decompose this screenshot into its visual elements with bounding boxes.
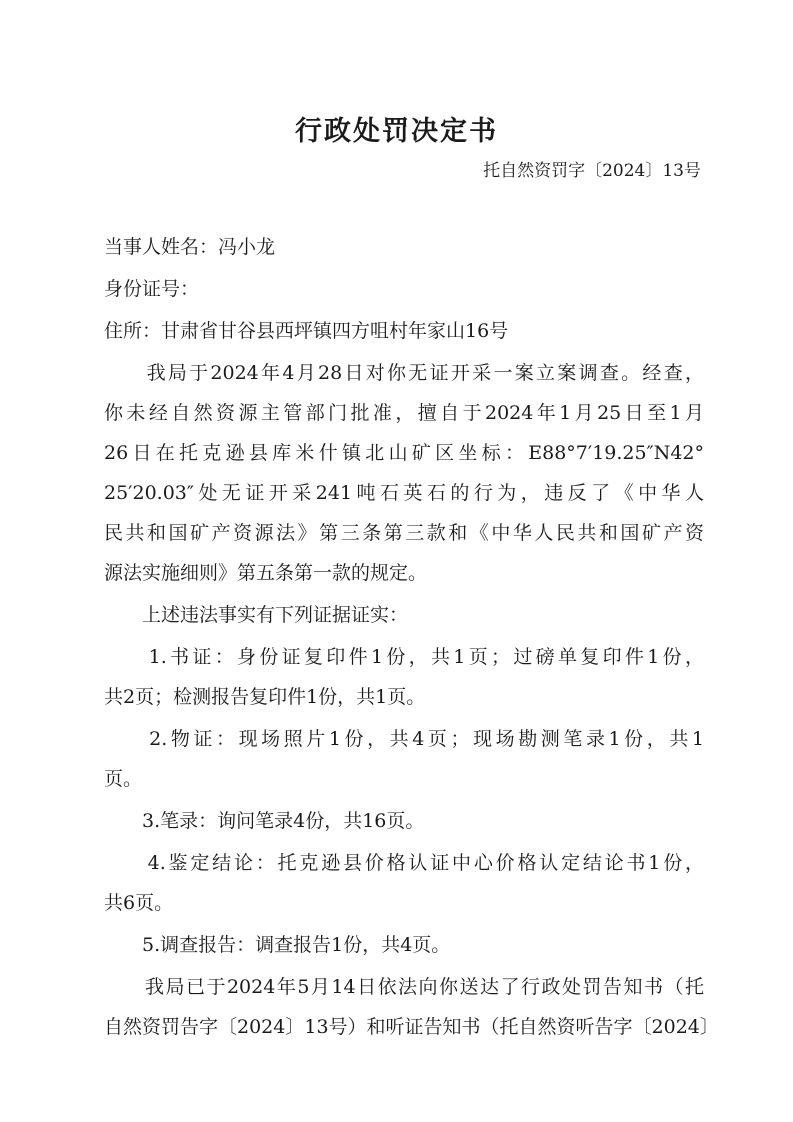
body-line: 3.笔录：询问笔录4份，共16页。 [104, 810, 425, 832]
party-name: 当事人姓名：冯小龙 [104, 236, 276, 258]
id-number: 身份证号： [104, 278, 200, 300]
body-line: 我局于2024年4月28日对你无证开采一案立案调查。经查， [104, 362, 704, 384]
body-line: 民共和国矿产资源法》第三条第三款和《中华人民共和国矿产资 [104, 522, 704, 544]
body-line: 25′20.03″处无证开采241吨石英石的行为，违反了《中华人 [104, 482, 704, 504]
body-line: 26日在托克逊县库米什镇北山矿区坐标：E88°7′19.25″N42° [104, 442, 704, 464]
body-line: 共6页。 [104, 892, 174, 914]
body-line: 共2页；检测报告复印件1份，共1页。 [104, 686, 426, 708]
document-number: 托自然资罚字〔2024〕13号 [483, 161, 701, 181]
body-line: 5.调查报告：调查报告1份，共4页。 [104, 934, 451, 956]
body-line: 4.鉴定结论：托克逊县价格认证中心价格认定结论书1份， [104, 852, 704, 874]
body-line: 1.书证：身份证复印件1份，共1页；过磅单复印件1份， [104, 646, 704, 668]
document-title: 行政处罚决定书 [295, 116, 498, 147]
body-line: 页。 [104, 768, 143, 790]
body-line: 2.物证：现场照片1份，共4页；现场勘测笔录1份，共1 [104, 728, 704, 750]
body-line: 源法实施细则》第五条第一款的规定。 [104, 562, 428, 584]
body-line: 上述违法事实有下列证据证实： [104, 604, 409, 626]
body-line: 我局已于2024年5月14日依法向你送达了行政处罚告知书（托 [104, 976, 704, 998]
body-line: 自然资罚告字〔2024〕13号）和听证告知书（托自然资听告字〔2024〕 [104, 1016, 719, 1038]
body-line: 你未经自然资源主管部门批准，擅自于2024年1月25日至1月 [104, 402, 704, 424]
address: 住所：甘肃省甘谷县西坪镇四方咀村年家山16号 [104, 320, 509, 342]
